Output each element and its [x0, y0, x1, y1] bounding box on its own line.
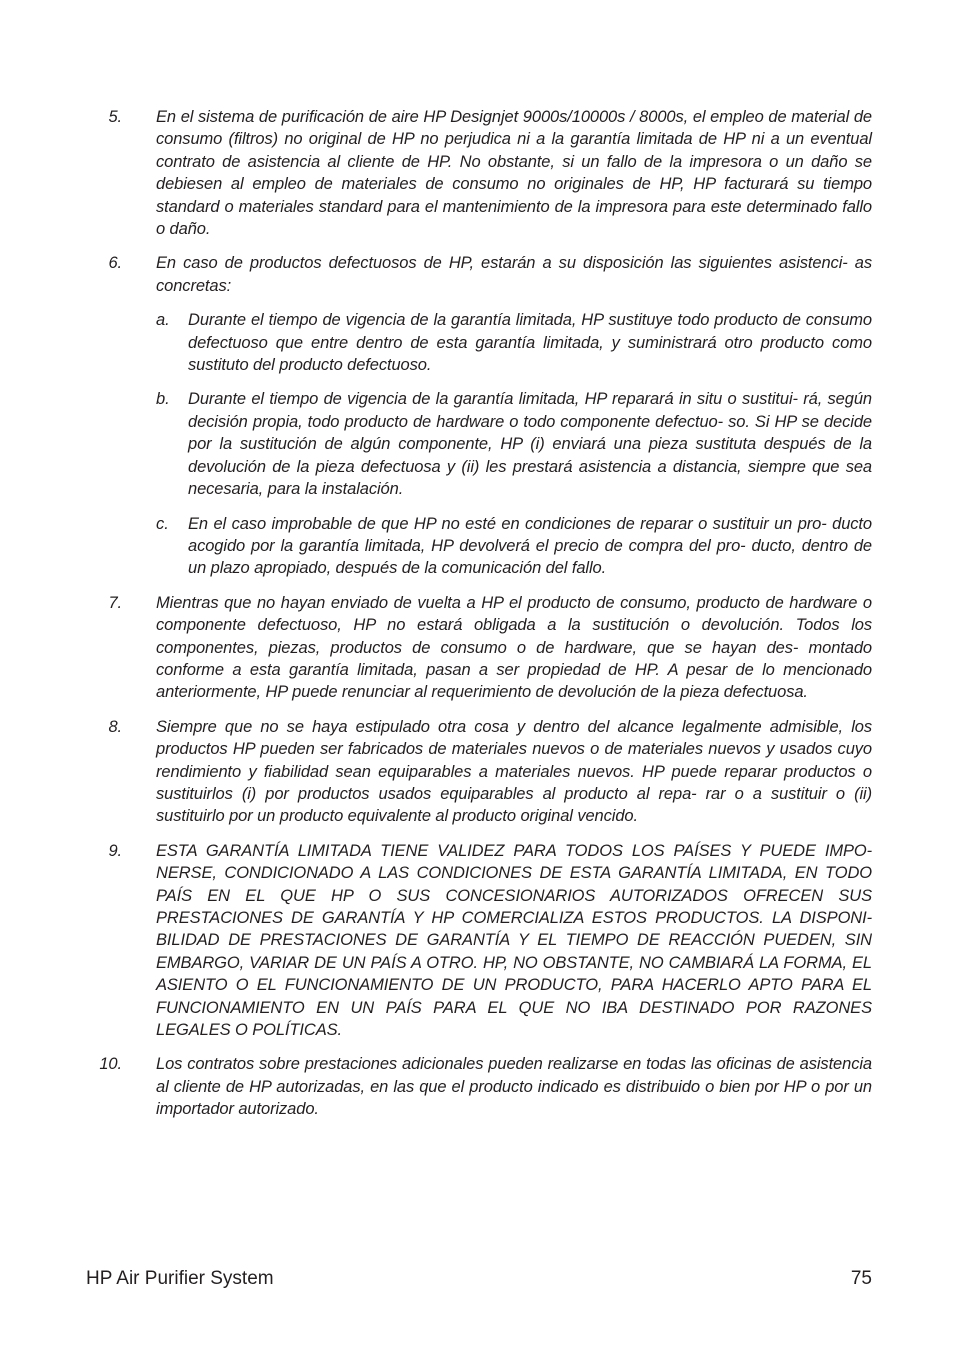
item-number: 7.: [108, 593, 122, 612]
sub-item: [156, 388, 872, 500]
sub-item: [156, 309, 872, 376]
sub-item: [156, 513, 872, 580]
item-number: 8.: [108, 717, 122, 736]
list-item: [88, 592, 872, 704]
item-text: Siempre que no se haya estipulado otra cosa y dentro del alcance legalmente admisible, los productos HP pueden ser fabricados de materiales nuevos o de materiales nuevos y usados cuyo rendimiento y fiabilidad sean equiparables a materiales nuevos. HP puede reparar productos o sustituirlos (i) por productos usados equiparables al producto al repa- rar o a sustituir o (ii) sustituirlo por un producto equivalente al producto original vencido.: [156, 717, 872, 826]
item-text: ESTA GARANTÍA LIMITADA TIENE VALIDEZ PARA TODOS LOS PAÍSES Y PUEDE IMPO- NERSE, CONDICIONADO A LAS CONDICIONES DE ESTA GARANTÍA LIMITADA, EN TODO PAÍS EN EL QUE HP O SUS CONCESIONARIOS AUTORIZADOS OFRECEN SUS PRESTACIONES DE GARANTÍA Y HP COMERCIALIZA ESTOS PRODUCTOS. LA DISPONI- BILIDAD DE PRESTACIONES DE GARANTÍA Y EL TIEMPO DE REACCIÓN PUEDEN, SIN EMBARGO, VARIAR DE UN PAÍS A OTRO. HP, NO OBSTANTE, NO CAMBIARÁ LA FORMA, EL ASIENTO O EL FUNCIONAMIENTO DE UN PRODUCTO, PARA HACERLO APTO PARA EL FUNCIONAMIENTO EN UN PAÍS PARA EL QUE NO IBA DESTINADO POR RAZONES LEGALES O POLÍTICAS.: [156, 841, 872, 1040]
item-number: 5.: [108, 108, 122, 126]
list-item: [88, 1053, 872, 1120]
list-item: [88, 252, 872, 579]
sub-item-label: a.: [156, 311, 170, 330]
sub-item-text: Durante el tiempo de vigencia de la garantía limitada, HP sustituye todo producto de consumo defectuoso que entre dentro de esta garantía limitada, y suministrará otro producto como sustituto del producto defectuoso.: [188, 311, 872, 375]
sub-item-label: c.: [156, 514, 169, 533]
sub-item-text: En el caso improbable de que HP no esté en condiciones de reparar o sustituir un pro- ducto acogido por la garantía limitada, HP devolverá el precio de compra del pro- ducto, dentro de un plazo apropiado, después de la comunicación del fallo.: [188, 514, 872, 578]
list-item: [88, 106, 872, 240]
sub-item-text: Durante el tiempo de vigencia de la garantía limitada, HP reparará in situ o sustitui- rá, según decisión propia, todo producto de hardware o todo componente defectuo- so. Si HP se decide por la sustitución de algún componente, HP (i) enviará una pieza sustituta después de la devolución de la pieza defectuosa y (ii) les prestará asistencia a distancia, siempre que sea necesaria, para la instalación.: [188, 390, 872, 499]
sub-item-label: b.: [156, 390, 170, 409]
item-text: En el sistema de purificación de aire HP Designjet 9000s/10000s / 8000s, el empleo de material de consumo (filtros) no original de HP no perjudica ni a la garantía limitada de HP ni a un eventual contrato de asistencia al cliente de HP. No obstante, si un fallo de la impresora o un daño se debiesen al empleo de materiales de consumo no originales de HP, HP facturará su tiempo standard o materiales standard para el mantenimiento de la impresora para este determinado fallo o daño.: [156, 108, 872, 239]
item-text: Los contratos sobre prestaciones adicionales pueden realizarse en todas las oficinas de asistencia al cliente de HP autorizadas, en las que el producto indicado es distribuido o bien por HP o por un importador autorizado.: [156, 1055, 872, 1119]
item-number: 10.: [99, 1055, 122, 1074]
list-item: [88, 716, 872, 828]
item-text: En caso de productos defectuosos de HP, estarán a su disposición las siguientes asistenci- as concretas:: [156, 254, 872, 295]
item-text: Mientras que no hayan enviado de vuelta a HP el producto de consumo, producto de hardware o componente defectuoso, HP no estará obligada a la sustitución o devolución. Todos los componentes, piezas, productos de consumo o de hardware, que se hayan des- montado conforme a esta garantía limitada, pasan a ser propiedad de HP. A pesar de lo mencionado anteriormente, HP puede renunciar al requerimiento de devolución de la pieza defectuosa.: [156, 593, 872, 702]
page-number: 75: [850, 1268, 872, 1289]
item-number: 6.: [108, 254, 122, 273]
warranty-list: [88, 106, 872, 1133]
item-number: 9.: [108, 841, 122, 860]
page-footer: [86, 1268, 872, 1290]
footer-title: HP Air Purifier System: [86, 1268, 274, 1289]
list-item: [88, 840, 872, 1042]
